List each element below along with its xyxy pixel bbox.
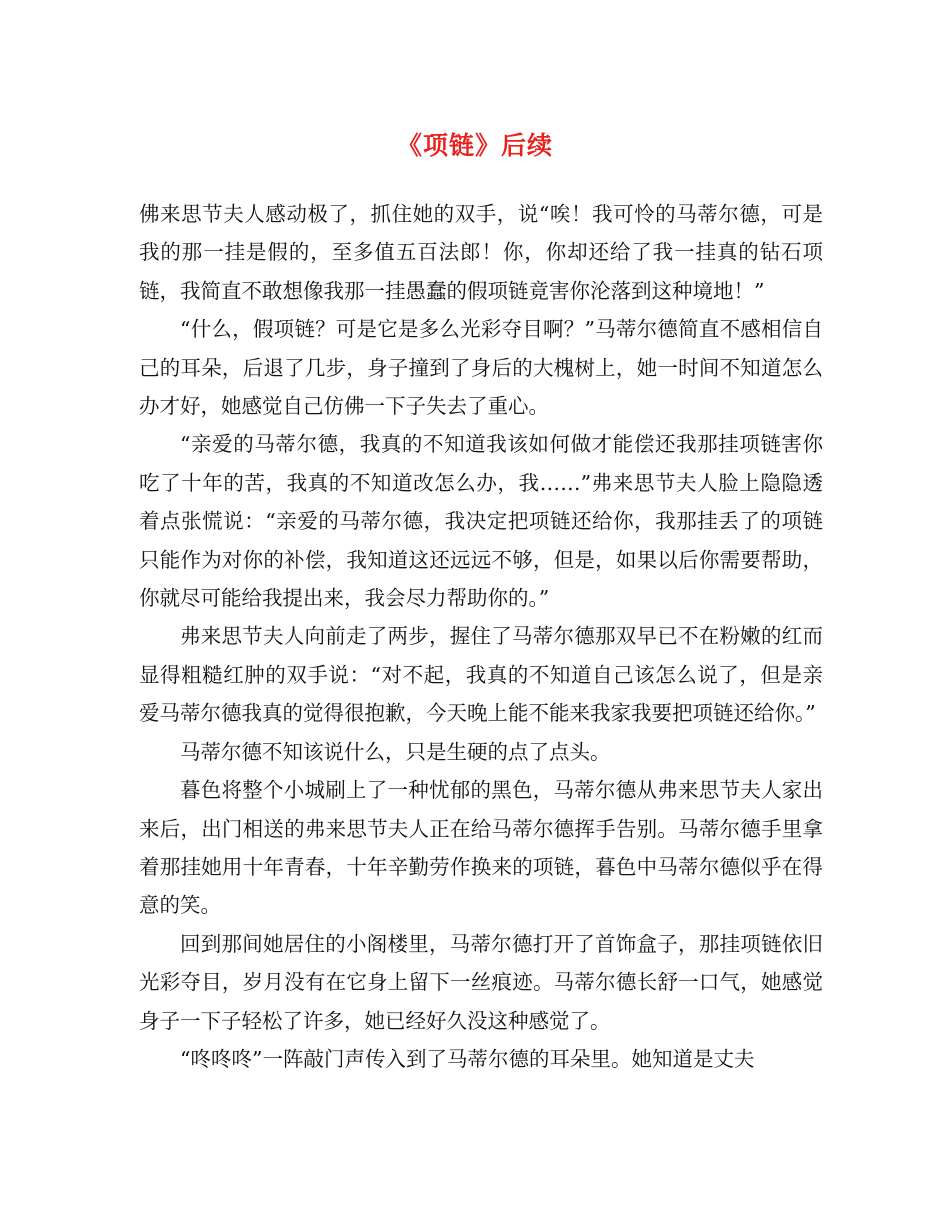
paragraph: “咚咚咚”一阵敲门声传入到了马蒂尔德的耳朵里。她知道是丈夫 bbox=[180, 1046, 755, 1071]
paragraph: 马蒂尔德不知该说什么，只是生硬的点了点头。 bbox=[180, 739, 611, 764]
document-title: 《项链》后续 bbox=[396, 131, 553, 160]
paragraph: 暮色将整个小城刷上了一种忧郁的黑色，马蒂尔德从弗来思节夫人家出来后，出门相送的弗来思节夫人正在给马蒂尔德挥手告别。马蒂尔德手里拿着那挂她用十年青春，十年辛勤劳作换来的项链，暮色中马蒂尔德似乎在得意的笑。 bbox=[139, 778, 823, 918]
paragraph: 弗来思节夫人向前走了两步，握住了马蒂尔德那双早已不在粉嫩的红而显得粗糙红肿的双手说：“对不起，我真的不知道自己该怎么说了，但是亲爱马蒂尔德我真的觉得很抱歉，今天晚上能不能来我家我要把项链还给你。” bbox=[139, 624, 823, 726]
paragraph: 佛来思节夫人感动极了，抓住她的双手，说“唉！我可怜的马蒂尔德，可是我的那一挂是假的，至多值五百法郎！你，你却还给了我一挂真的钻石项链，我简直不敢想像我那一挂愚蠢的假项链竟害你沦落到这种境地！” bbox=[139, 202, 823, 303]
document-body bbox=[139, 195, 823, 1078]
paragraph: 回到那间她居住的小阁楼里，马蒂尔德打开了首饰盒子，那挂项链依旧光彩夺目，岁月没有在它身上留下一丝痕迹。马蒂尔德长舒一口气，她感觉身子一下子轻松了许多，她已经好久没这种感觉了。 bbox=[139, 931, 823, 1033]
paragraph: “亲爱的马蒂尔德，我真的不知道我该如何做才能偿还我那挂项链害你吃了十年的苦，我真的不知道改怎么办，我……”弗来思节夫人脸上隐隐透着点张慌说：“亲爱的马蒂尔德，我决定把项链还给你，我那挂丢了的项链只能作为对你的补偿，我知道这还远远不够，但是，如果以后你需要帮助，你就尽可能给我提出来，我会尽力帮助你的。” bbox=[139, 432, 823, 611]
paragraph: “什么，假项链？可是它是多么光彩夺目啊？”马蒂尔德简直不感相信自己的耳朵，后退了几步，身子撞到了身后的大槐树上，她一时间不知道怎么办才好，她感觉自己仿佛一下子失去了重心。 bbox=[139, 317, 823, 419]
